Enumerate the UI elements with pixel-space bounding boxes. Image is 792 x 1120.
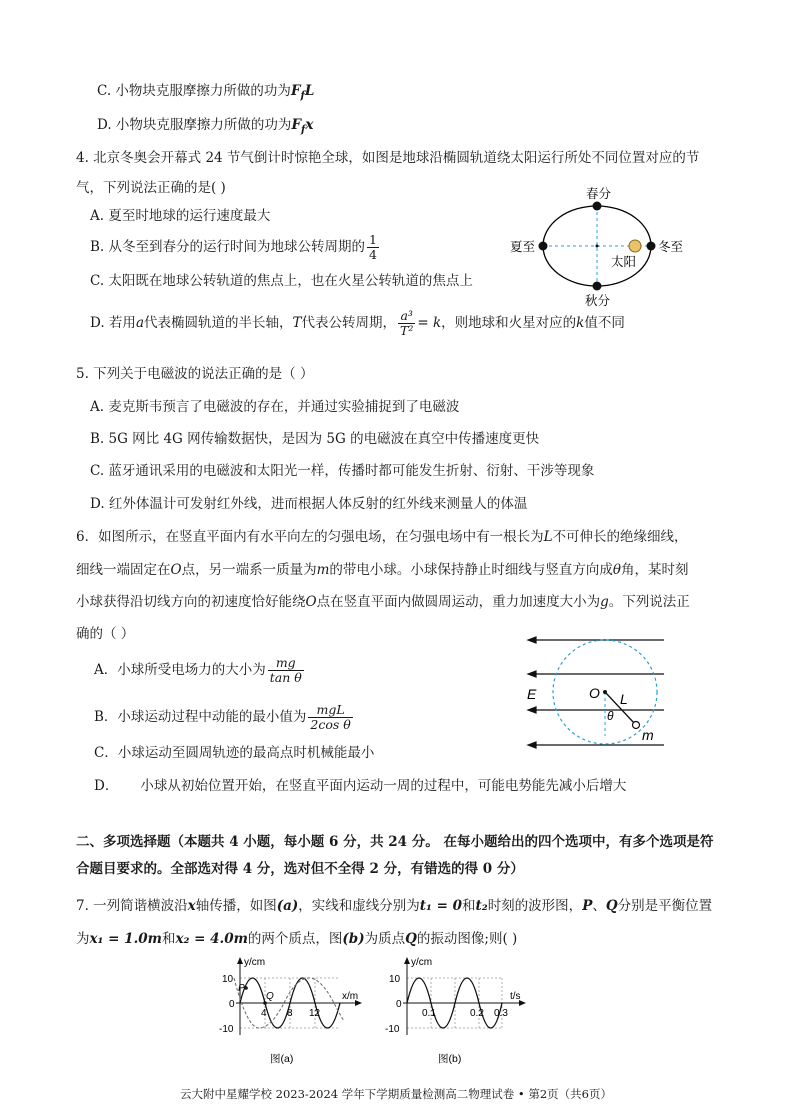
q5-option-a: A. 麦克斯韦预言了电磁波的存在，并通过实验捕捉到了电磁波 bbox=[90, 399, 460, 415]
xtick-a-8: 8 bbox=[287, 1008, 293, 1019]
q6-option-b: B．小球运动过程中动能的最小值为 $\frac{\text{mgL}}{\text{2cos θ}}$ bbox=[94, 702, 351, 732]
orbit-figure bbox=[500, 180, 700, 310]
ylabel-b: y/cm bbox=[411, 957, 433, 968]
q4-stem-line2: 气，下列说法正确的是( ) bbox=[76, 180, 226, 196]
ytick-b-0: 0 bbox=[396, 999, 402, 1010]
xtick-b-01: 0.1 bbox=[422, 1008, 436, 1019]
ytick-b-neg10: -10 bbox=[385, 1024, 400, 1035]
xtick-b-03: 0.3 bbox=[494, 1008, 508, 1019]
q5-option-d: D. 红外体温计可发射红外线，进而根据人体反射的红外线来测量人的体温 bbox=[90, 496, 528, 512]
xtick-b-02: 0.2 bbox=[470, 1008, 484, 1019]
label-Q: Q bbox=[266, 991, 274, 1002]
q6-option-a: A．小球所受电场力的大小为 $\frac{mg}{\text{tan θ}}$ bbox=[94, 655, 302, 685]
summer-point bbox=[539, 242, 548, 251]
section2-heading-line1: 二、多项选择题（本题共 4 小题，每小题 6 分，共 24 分。 在每小题给出的四个选项中，有多个选项是符 bbox=[76, 834, 714, 850]
sun-icon bbox=[629, 240, 641, 252]
ylabel-a: y/cm bbox=[244, 957, 266, 968]
electric-field-figure bbox=[520, 628, 670, 758]
q7-stem-line2: 为x₁ = 1.0m和x₂ = 4.0m的两个质点，图(b)为质点Q的振动图像;则( ) bbox=[76, 931, 518, 947]
vibration-figure-b bbox=[372, 955, 532, 1070]
pivot-point bbox=[603, 690, 607, 694]
autumn-point bbox=[593, 282, 602, 291]
q6-stem-line3: 小球获得沿切线方向的初速度恰好能绕O点在竖直平面内做圆周运动，重力加速度大小为g。下列说法正 bbox=[76, 594, 690, 610]
q4-option-a: A. 夏至时地球的运行速度最大 bbox=[90, 208, 271, 224]
label-E: E bbox=[527, 686, 537, 702]
point-P bbox=[244, 986, 248, 990]
label-P: P bbox=[238, 983, 245, 994]
section2-heading-line2: 合题目要求的。全部选对得 4 分，选对但不全得 2 分，有错选的得 0 分） bbox=[76, 861, 524, 877]
q4-option-b: B. 从冬至到春分的运行时间为地球公转周期的 $\frac{1}{4}$ bbox=[90, 232, 377, 262]
xtick-a-12: 12 bbox=[309, 1008, 321, 1019]
q6-stem-line4: 确的（ ） bbox=[76, 626, 135, 642]
caption-a: 图(a) bbox=[270, 1053, 294, 1065]
q7-stem-line1: 7. 一列简谐横波沿x轴传播，如图(a)，实线和虚线分别为t₁ = 0和t₂时刻的波形图，P、Q分别是平衡位置 bbox=[76, 898, 713, 914]
wave-figure-a bbox=[210, 955, 370, 1070]
q3-option-c: C. 小物块克服摩擦力所做的功为$F_fL$ bbox=[97, 83, 315, 102]
ytick-b-10: 10 bbox=[389, 974, 401, 985]
q6-stem-line2: 细线一端固定在O点，另一端系一质量为m的带电小球。小球保持静止时细线与竖直方向成θ角，某时刻 bbox=[76, 562, 689, 578]
xtick-a-4: 4 bbox=[261, 1008, 267, 1019]
q5-option-b: B. 5G 网比 4G 网传输数据快，是因为 5G 的电磁波在真空中传播速度更快 bbox=[90, 431, 540, 447]
label-spring: 春分 bbox=[586, 187, 612, 201]
label-m: m bbox=[642, 727, 654, 743]
label-theta: θ bbox=[607, 709, 614, 723]
label-O: O bbox=[589, 685, 600, 701]
spring-point bbox=[593, 202, 602, 211]
q4-option-c: C. 太阳既在地球公转轨道的焦点上，也在火星公转轨道的焦点上 bbox=[90, 273, 473, 289]
xlabel-a: x/m bbox=[342, 991, 359, 1002]
label-summer: 夏至 bbox=[510, 240, 536, 254]
label-sun: 太阳 bbox=[611, 255, 637, 269]
q4-stem-line1: 4. 北京冬奥会开幕式 24 节气倒计时惊艳全球，如图是地球沿椭圆轨道绕太阳运行所处不同位置对应的节 bbox=[76, 150, 700, 166]
ytick-a-10: 10 bbox=[222, 974, 234, 985]
q5-stem: 5. 下列关于电磁波的说法正确的是（ ） bbox=[76, 366, 314, 382]
q3-option-d: D. 小物块克服摩擦力所做的功为$F_fx$ bbox=[97, 117, 314, 136]
xlabel-b: t/s bbox=[510, 991, 521, 1002]
label-L: L bbox=[620, 691, 628, 707]
ytick-a-0: 0 bbox=[229, 999, 235, 1010]
page-footer: 云大附中星耀学校 2023-2024 学年下学期质量检测高二物理试卷 • 第2页（共6页） bbox=[180, 1087, 612, 1101]
ytick-a-neg10: -10 bbox=[219, 1024, 234, 1035]
winter-point bbox=[647, 242, 656, 251]
label-winter: 冬至 bbox=[658, 240, 684, 254]
q6-option-c: C．小球运动至圆周轨迹的最高点时机械能最小 bbox=[94, 745, 375, 761]
center-point bbox=[596, 245, 599, 248]
q6-option-d: D． 小球从初始位置开始，在竖直平面内运动一周的过程中，可能电势能先减小后增大 bbox=[94, 778, 627, 794]
label-autumn: 秋分 bbox=[585, 294, 611, 308]
q5-option-c: C. 蓝牙通讯采用的电磁波和太阳光一样，传播时都可能发生折射、衍射、干涉等现象 bbox=[90, 463, 595, 479]
ball bbox=[633, 722, 640, 729]
q6-stem-line1: 6．如图所示，在竖直平面内有水平向左的匀强电场，在匀强电场中有一根长为L不可伸长的绝缘细线， bbox=[76, 529, 688, 545]
caption-b: 图(b) bbox=[438, 1053, 462, 1065]
q4-option-d: D. 若用a代表椭圆轨道的半长轴，T代表公转周期， $\frac{\text{a³}}{\text{T²}}$ = k，则地球和火星对应的k值不同 bbox=[90, 308, 625, 338]
